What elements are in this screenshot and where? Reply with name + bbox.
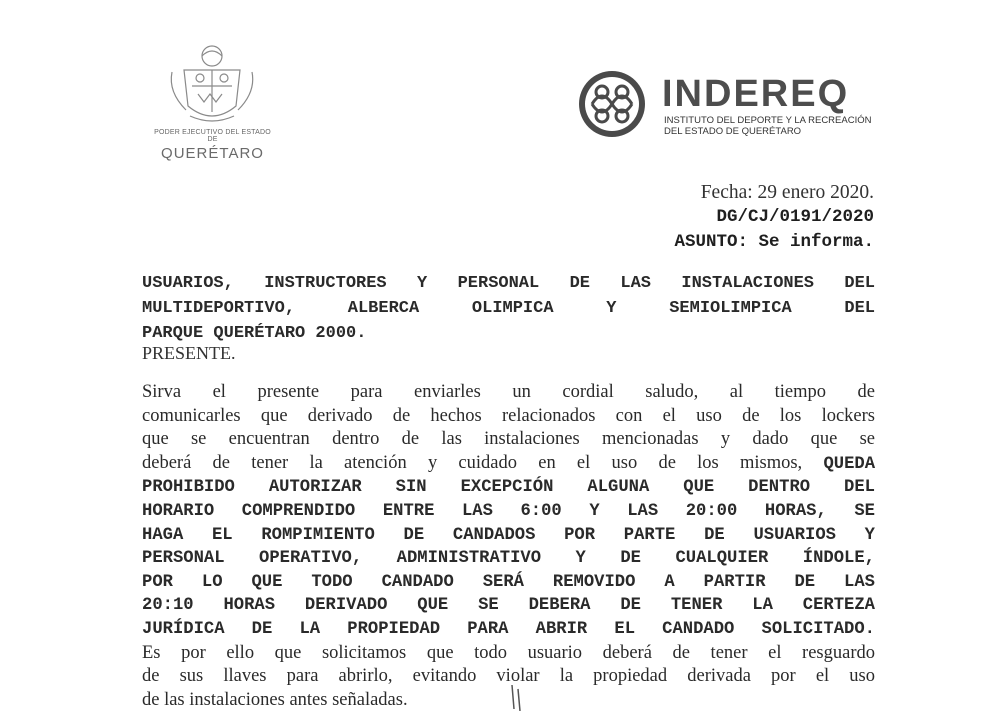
body-emphasis-line: HAGA EL ROMPIMIENTO DE CANDADOS POR PARTE DE USUARIOS Y	[142, 525, 875, 545]
signature-mark-icon	[508, 683, 528, 711]
seal-caption: PODER EJECUTIVO DEL ESTADO DE	[154, 129, 271, 143]
body-emphasis-line: JURÍDICA DE LA PROPIEDAD PARA ABRIR EL CANDADO SOLICITADO.	[142, 619, 875, 639]
addressee	[142, 271, 875, 346]
coat-of-arms-icon	[162, 42, 262, 130]
institute-subtitle-line1: INSTITUTO DEL DEPORTE Y LA RECREACIÓN	[664, 115, 872, 126]
body-emphasis-line: PROHIBIDO AUTORIZAR SIN EXCEPCIÓN ALGUNA QUE DENTRO DEL	[142, 478, 875, 498]
body-line: comunicarles que derivado de hechos relacionados con el uso de los lockers	[142, 405, 875, 426]
body-text: deberá de tener la atención y cuidado en el uso de los mismos,	[142, 452, 803, 473]
body-line: Es por ello que solicitamos que todo usuario deberá de tener el resguardo	[142, 642, 875, 663]
addressee-line: MULTIDEPORTIVO, ALBERCA OLIMPICA Y SEMIOLIMPICA DEL	[142, 299, 875, 318]
body-line: que se encuentran dentro de las instalaciones mencionadas y dado que se	[142, 429, 875, 450]
letter-body	[142, 381, 875, 712]
body-line: Sirva el presente para enviarles un cordial saludo, al tiempo de	[142, 382, 875, 402]
institute-subtitle	[664, 115, 871, 137]
letter-subject: ASUNTO: Se informa.	[674, 232, 874, 252]
body-emphasis-line: 20:10 HORAS DERIVADO QUE SE DEBERA DE TENER LA CERTEZA	[142, 596, 875, 616]
body-line: de las instalaciones antes señaladas.	[142, 689, 408, 710]
institute-subtitle-line2: DEL ESTADO DE QUERÉTARO	[664, 126, 802, 137]
addressee-line: PARQUE QUERÉTARO 2000.	[142, 324, 367, 343]
body-emphasis-line: POR LO QUE TODO CANDADO SERÁ REMOVIDO A PARTIR DE LAS	[142, 572, 875, 592]
knot-emblem-icon	[576, 68, 648, 140]
addressee-line: USUARIOS, INSTRUCTORES Y PERSONAL DE LAS INSTALACIONES DEL	[142, 274, 875, 293]
body-emphasis-line: PERSONAL OPERATIVO, ADMINISTRATIVO Y DE CUALQUIER ÍNDOLE,	[142, 549, 875, 569]
letter-meta	[674, 180, 874, 255]
state-seal-logo	[150, 42, 275, 170]
greeting: PRESENTE.	[142, 343, 236, 363]
body-line: de sus llaves para abrirlo, evitando violar la propiedad derivada por el uso	[142, 666, 875, 687]
seal-state-name: QUERÉTARO	[161, 145, 264, 162]
reference-number: DG/CJ/0191/2020	[716, 207, 874, 227]
letter-date: Fecha: 29 enero 2020.	[700, 182, 874, 203]
institute-name: INDEREQ	[662, 73, 850, 115]
body-emphasis: QUEDA	[823, 454, 876, 474]
body-emphasis-line: HORARIO COMPRENDIDO ENTRE LAS 6:00 Y LAS 20:00 HORAS, SE	[142, 501, 875, 521]
indereq-logo	[576, 68, 876, 140]
body-line	[142, 452, 875, 477]
